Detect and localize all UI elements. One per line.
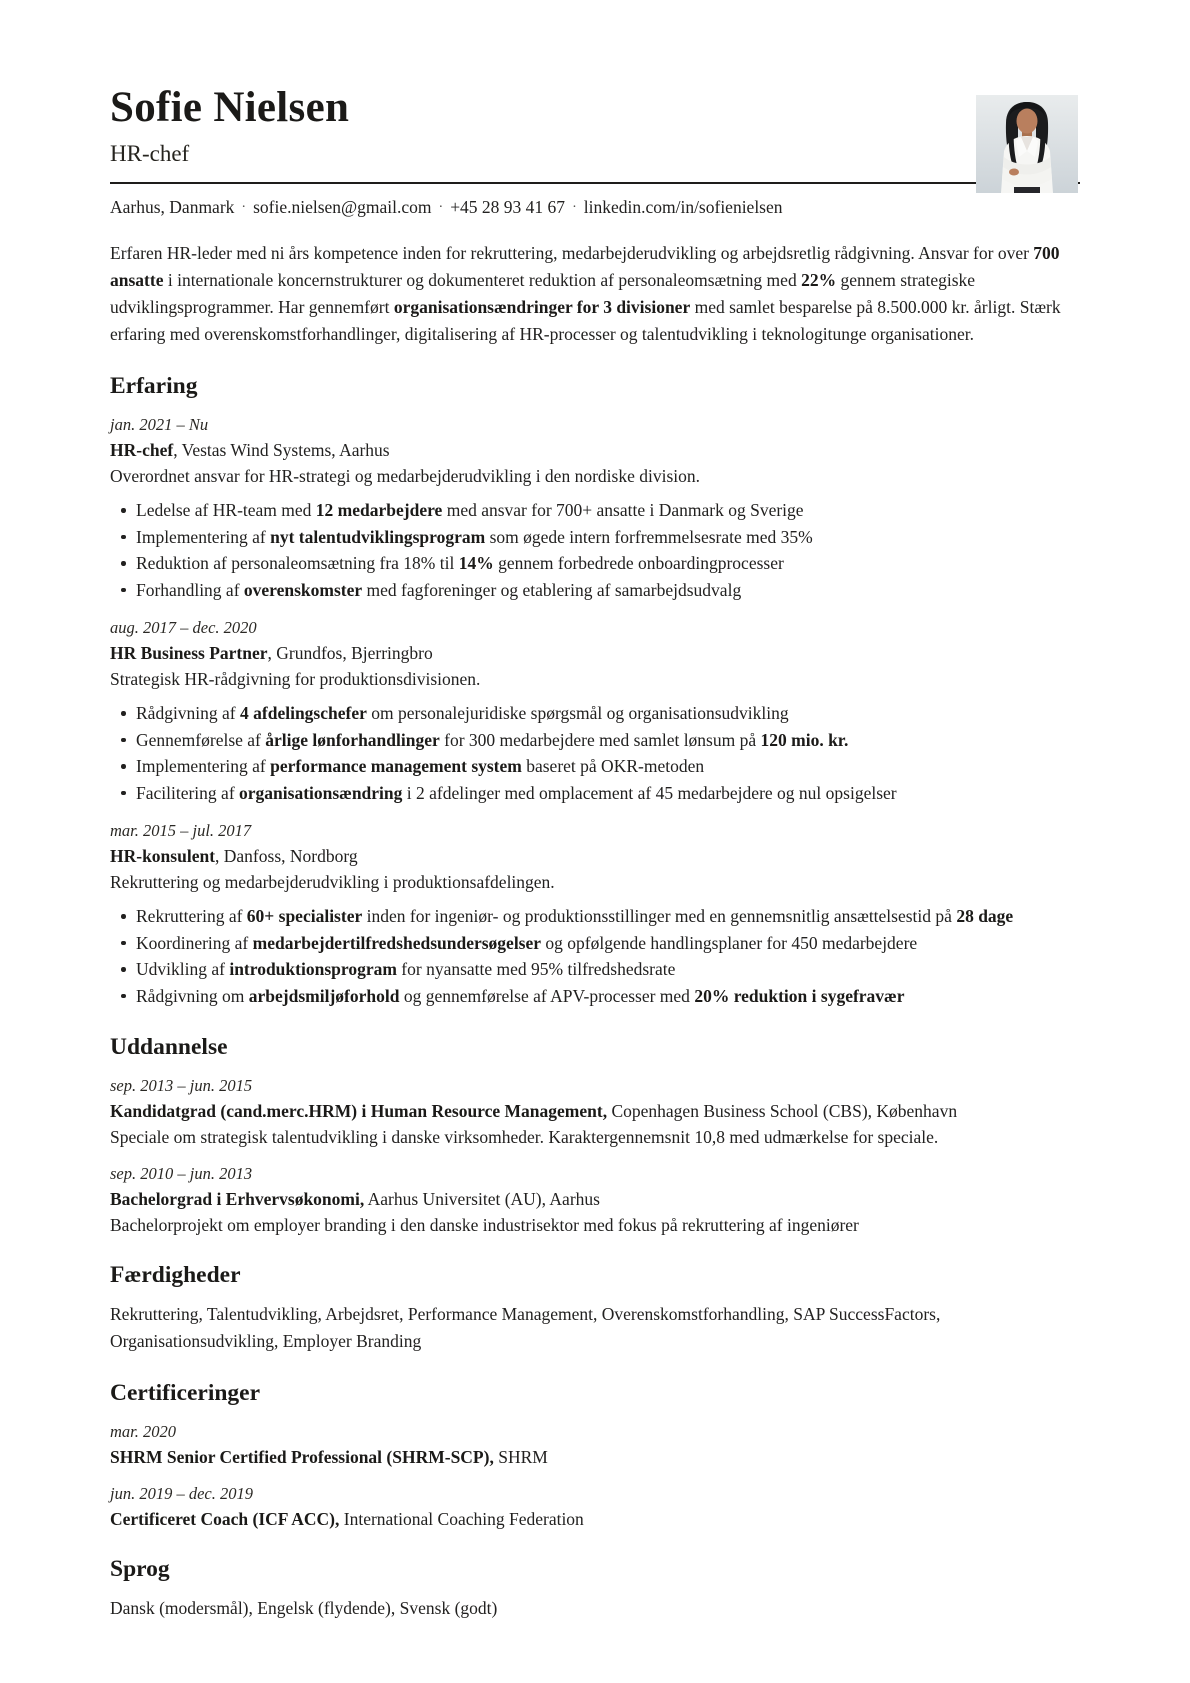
bullet-text: Rekruttering af 60+ specialister inden for ingeniør- og produktionsstillinger med en gennemsnitlig ansættelsestid på 28 dage	[136, 906, 1014, 927]
skills-text: Rekruttering, Talentudvikling, Arbejdsret, Performance Management, Overenskomstforhandling, SAP SuccessFactors, Organisationsudvikling, Employer Branding	[110, 1304, 941, 1352]
bullet-dot-icon	[121, 738, 126, 743]
certification-entry	[110, 1422, 1080, 1469]
job-summary: Strategisk HR-rådgivning for produktionsdivisionen.	[110, 669, 481, 690]
contact-line	[110, 197, 1080, 218]
bullet-dot-icon	[121, 711, 126, 716]
education-entries	[110, 1076, 1080, 1237]
bullet-text: Reduktion af personaleomsætning fra 18% til 14% gennem forbedrede onboardingprocesser	[136, 553, 784, 574]
contact-email: sofie.nielsen@gmail.com	[253, 197, 432, 218]
bullet-dot-icon	[121, 764, 126, 769]
job-company: , Grundfos, Bjerringbro	[267, 643, 433, 664]
education-institution: Aarhus Universitet (AU), Aarhus	[364, 1189, 600, 1210]
bullet-text: Koordinering af medarbejdertilfredshedsundersøgelser og opfølgende handlingsplaner for 450 medarbejdere	[136, 932, 918, 953]
bullet-text: Gennemførelse af årlige lønforhandlinger for 300 medarbejdere med samlet lønsum på 120 mio. kr.	[136, 729, 849, 750]
bullet-dot-icon	[121, 535, 126, 540]
profile-summary: Erfaren HR-leder med ni års kompetence inden for rekruttering, medarbejderudvikling og arbejdsretlig rådgivning. Ansvar for over 700 ansatte i internationale koncernstrukturer og dokumenteret reduktion af personaleomsætning med 22% gennem strategiske udviklingsprogrammer. Har gennemført organisationsændringer for 3 divisioner med samlet besparelse på 8.500.000 kr. årligt. Stærk erfaring med overenskomstforhandlinger, digitalisering af HR-processer og talentudvikling i teknologitunge organisationer.	[110, 243, 1061, 345]
bullet-item	[120, 956, 1080, 983]
bullet-item	[120, 727, 1080, 754]
education-degree: Kandidatgrad (cand.merc.HRM) i Human Resource Management,	[110, 1101, 608, 1122]
bullet-item	[120, 903, 1080, 930]
bullet-item	[120, 780, 1080, 807]
section-title-experience: Erfaring	[110, 373, 198, 400]
education-description: Speciale om strategisk talentudvikling i danske virksomheder. Karaktergennemsnit 10,8 med udmærkelse for speciale.	[110, 1127, 939, 1148]
job-summary: Rekruttering og medarbejderudvikling i produktionsafdelingen.	[110, 872, 555, 893]
section-title-education: Uddannelse	[110, 1034, 228, 1061]
education-degree: Bachelorgrad i Erhvervsøkonomi,	[110, 1189, 365, 1210]
bullet-dot-icon	[121, 994, 126, 999]
contact-separator: ·	[438, 200, 444, 216]
section-title-skills: Færdigheder	[110, 1262, 241, 1289]
section-skills	[110, 1262, 1080, 1355]
job-date: aug. 2017 – dec. 2020	[110, 618, 257, 638]
section-certifications	[110, 1380, 1080, 1531]
bullet-text: Udvikling af introduktionsprogram for nyansatte med 95% tilfredshedsrate	[136, 959, 676, 980]
job-role: HR Business Partner	[110, 643, 268, 664]
certification-headline	[110, 1445, 1080, 1469]
bullet-item	[120, 930, 1080, 957]
contact-linkedin: linkedin.com/in/sofienielsen	[583, 197, 783, 218]
contact-location: Aarhus, Danmark	[110, 197, 235, 218]
section-languages	[110, 1556, 1080, 1622]
bullet-item	[120, 524, 1080, 551]
header	[110, 84, 1080, 167]
section-experience	[110, 373, 1080, 1009]
bullet-text: Forhandling af overenskomster med fagforeninger og etablering af samarbejdsudvalg	[136, 579, 742, 600]
bullet-dot-icon	[121, 561, 126, 566]
languages-text: Dansk (modersmål), Engelsk (flydende), Svensk (godt)	[110, 1598, 498, 1619]
person-portrait-graphic	[976, 95, 1078, 193]
person-title: HR-chef	[110, 141, 190, 167]
job-company: , Vestas Wind Systems, Aarhus	[173, 440, 390, 461]
certification-entries	[110, 1422, 1080, 1531]
education-entry	[110, 1164, 1080, 1237]
section-title-certifications: Certificeringer	[110, 1380, 261, 1407]
bullet-item	[120, 983, 1080, 1010]
education-institution: Copenhagen Business School (CBS), København	[607, 1101, 958, 1122]
job-company: , Danfoss, Nordborg	[215, 846, 358, 867]
bullet-text: Implementering af nyt talentudviklingsprogram som øgede intern forfremmelsesrate med 35%	[136, 526, 813, 547]
bullet-item	[120, 700, 1080, 727]
bullet-item	[120, 550, 1080, 577]
bullet-dot-icon	[121, 588, 126, 593]
bullet-text: Rådgivning af 4 afdelingschefer om personalejuridiske spørgsmål og organisationsudvikling	[136, 703, 789, 724]
job-summary: Overordnet ansvar for HR-strategi og medarbejderudvikling i den nordiske division.	[110, 466, 700, 487]
bullet-text: Facilitering af organisationsændring i 2 afdelinger med omplacement af 45 medarbejdere og nul opsigelser	[136, 782, 897, 803]
person-name: Sofie Nielsen	[110, 84, 350, 131]
education-date: sep. 2013 – jun. 2015	[110, 1076, 253, 1096]
job-role: HR-chef	[110, 440, 174, 461]
certification-entry	[110, 1484, 1080, 1531]
bullet-item	[120, 577, 1080, 604]
bullet-dot-icon	[121, 508, 126, 513]
contact-separator: ·	[241, 200, 247, 216]
job-date: jan. 2021 – Nu	[110, 415, 209, 435]
bullet-item	[120, 753, 1080, 780]
job-headline	[110, 844, 1080, 868]
experience-entry	[110, 821, 1080, 1009]
bullet-text: Implementering af performance management system baseret på OKR-metoden	[136, 756, 705, 777]
certification-date: jun. 2019 – dec. 2019	[110, 1484, 253, 1504]
profile-photo	[976, 95, 1078, 193]
experience-entry	[110, 415, 1080, 603]
section-title-languages: Sprog	[110, 1556, 170, 1583]
bullet-dot-icon	[121, 967, 126, 972]
certification-org: SHRM	[493, 1447, 548, 1468]
bullet-dot-icon	[121, 791, 126, 796]
bullet-dot-icon	[121, 914, 126, 919]
certification-org: International Coaching Federation	[339, 1509, 584, 1530]
education-date: sep. 2010 – jun. 2013	[110, 1164, 253, 1184]
contact-phone: +45 28 93 41 67	[450, 197, 566, 218]
bullet-text: Rådgivning om arbejdsmiljøforhold og gennemførelse af APV-processer med 20% reduktion i sygefravær	[136, 985, 905, 1006]
experience-entry	[110, 618, 1080, 806]
job-date: mar. 2015 – jul. 2017	[110, 821, 252, 841]
bullet-text: Ledelse af HR-team med 12 medarbejdere med ansvar for 700+ ansatte i Danmark og Sverige	[136, 500, 804, 521]
header-divider	[110, 182, 1080, 184]
certification-name: Certificeret Coach (ICF ACC),	[110, 1509, 340, 1530]
certification-date: mar. 2020	[110, 1422, 177, 1442]
job-bullets	[110, 903, 1080, 1009]
section-education	[110, 1034, 1080, 1237]
certification-name: SHRM Senior Certified Professional (SHRM-SCP),	[110, 1447, 494, 1468]
job-bullets	[110, 497, 1080, 603]
education-headline	[110, 1099, 1080, 1123]
education-description: Bachelorprojekt om employer branding i den danske industrisektor med fokus på rekruttering af ingeniører	[110, 1215, 859, 1236]
bullet-item	[120, 497, 1080, 524]
job-role: HR-konsulent	[110, 846, 216, 867]
bullet-dot-icon	[121, 941, 126, 946]
job-bullets	[110, 700, 1080, 806]
certification-headline	[110, 1507, 1080, 1531]
contact-separator: ·	[572, 200, 577, 216]
education-entry	[110, 1076, 1080, 1149]
education-headline	[110, 1187, 1080, 1211]
job-headline	[110, 438, 1080, 462]
job-headline	[110, 641, 1080, 665]
experience-entries	[110, 415, 1080, 1009]
